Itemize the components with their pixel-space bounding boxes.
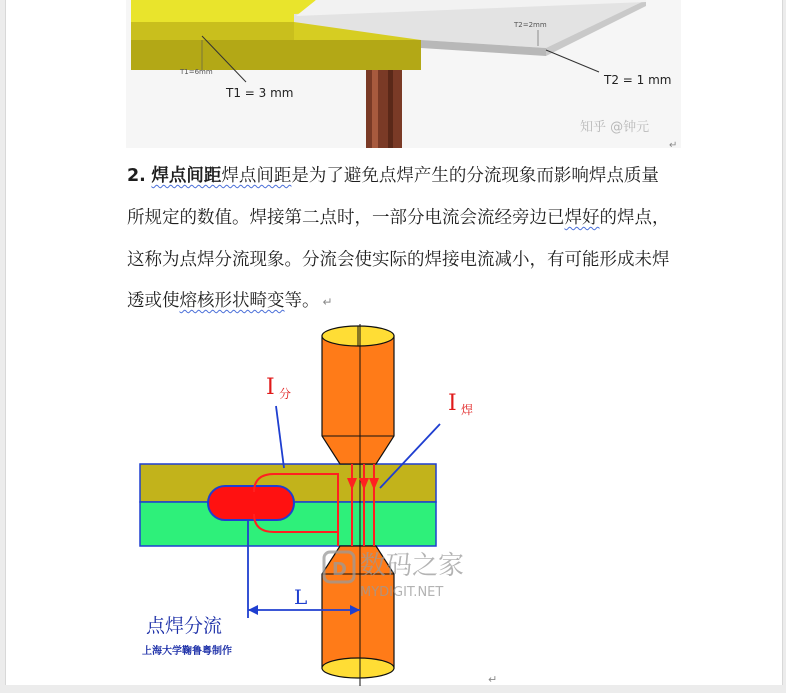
zhihu-watermark: 知乎 @钟元 — [580, 120, 650, 135]
document-page — [5, 0, 783, 685]
distance-l-label: L — [294, 585, 308, 609]
t2-label: T2 = 1 mm — [604, 73, 672, 87]
line2-text-c: 的焊点， — [599, 208, 670, 228]
upper-electrode — [322, 336, 394, 464]
line2-text-b: 焊好 — [564, 208, 600, 228]
t2-small-label: T2=2mm — [514, 21, 547, 29]
t1-label: T1 = 3 mm — [226, 86, 294, 100]
return-mark: ↵ — [669, 140, 678, 150]
i-shunt-subscript: 分 — [279, 387, 292, 401]
lower-electrode-tip — [322, 658, 394, 678]
line4-text-a: 透或使 — [127, 291, 180, 311]
i-shunt-label: I — [266, 375, 275, 400]
existing-weld-nugget — [208, 486, 294, 520]
end-return-mark: ↵ — [488, 673, 498, 686]
plate-thickness-figure — [126, 0, 686, 150]
t1-small-label: T1=6mm — [180, 68, 213, 76]
shunting-diagram — [126, 318, 686, 686]
caption-author: 上海大学鞠鲁粤制作 — [142, 646, 232, 657]
caption-title: 点焊分流 — [146, 615, 223, 637]
heading-repeat-text: 焊点间距 — [221, 166, 292, 186]
watermark-main: 数码之家 — [360, 551, 465, 581]
svg-text:D: D — [332, 559, 347, 580]
paragraph-line-2 — [127, 204, 670, 229]
paragraph-line-4 — [127, 287, 333, 312]
watermark-sub: MYDIGIT.NET — [360, 585, 444, 600]
section-number: 2. — [127, 166, 146, 186]
i-weld-subscript: 焊 — [461, 403, 474, 417]
line4-text-c: 等。 — [284, 291, 320, 311]
paragraph-return-mark: ↵ — [322, 295, 333, 309]
line1-text: 是为了避免点焊产生的分流现象而影响焊点质量 — [291, 166, 659, 186]
paragraph-line-1 — [127, 162, 659, 187]
i-weld-label: I — [448, 391, 457, 416]
paragraph-line-3: 这称为点焊分流现象。分流会使实际的焊接电流减小，有可能形成未焊 — [127, 250, 670, 270]
section-heading: 焊点间距 — [151, 166, 222, 186]
line2-text-a: 所规定的数值。焊接第二点时，一部分电流会流经旁边已 — [127, 208, 565, 228]
line4-text-b: 熔核形状畸变 — [179, 291, 285, 311]
